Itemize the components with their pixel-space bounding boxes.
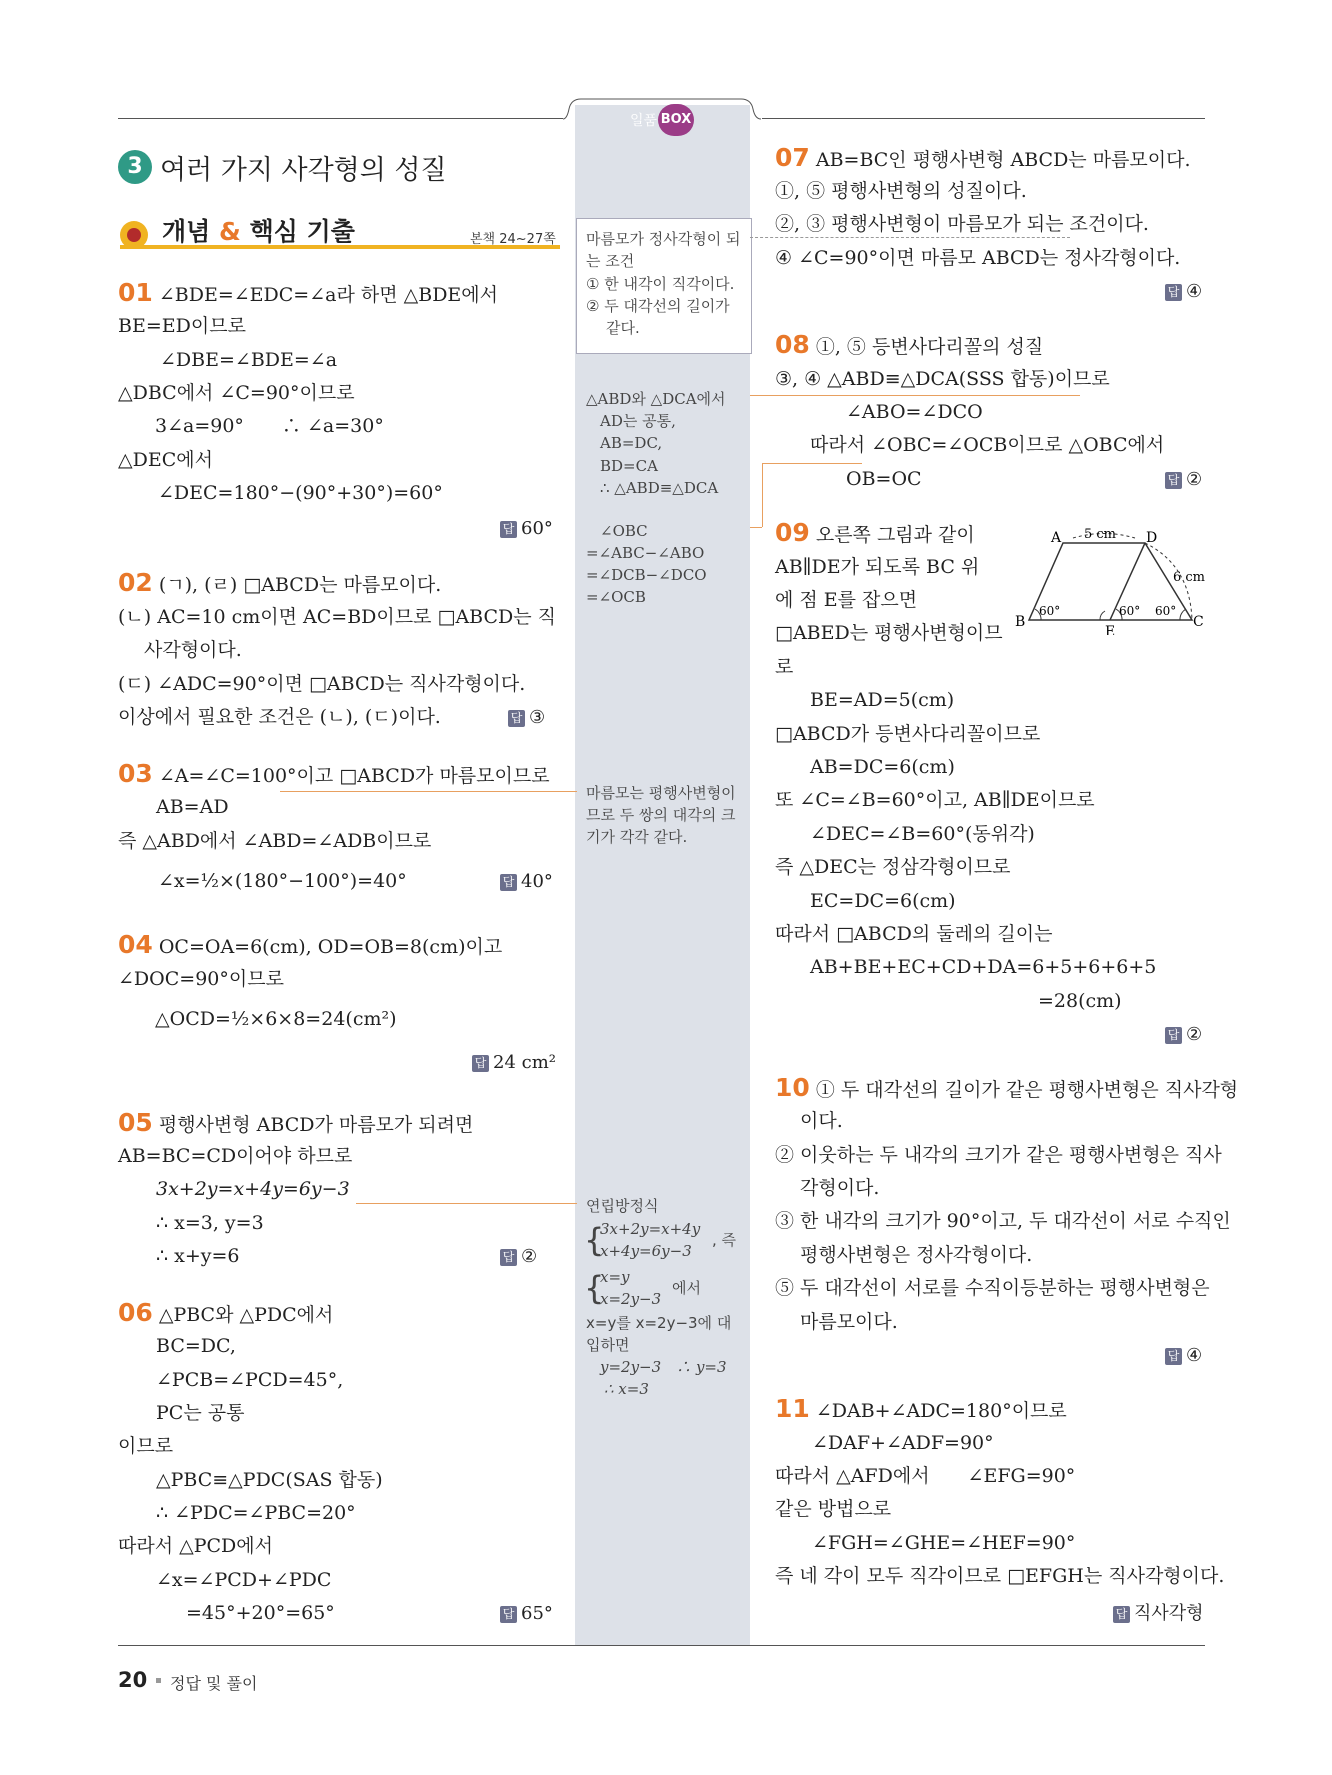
p05-line3: 3x+2y=x+4y=6y−3 xyxy=(156,1178,350,1200)
p10-line3: ② 이웃하는 두 내각의 크기가 같은 평행사변형은 직사 xyxy=(775,1144,1222,1166)
p09-line2: AB∥DE가 되도록 BC 위 xyxy=(775,556,980,578)
box-note-1-l2: 는 조건 xyxy=(586,252,635,270)
p09-line9: 또 ∠C=∠B=60°이고, AB∥DE이므로 xyxy=(775,789,1095,811)
p09-line15: =28(cm) xyxy=(1038,990,1122,1012)
box-note-2-l5: ∴ △ABD≡△DCA xyxy=(600,479,719,497)
box-header-label: 일품 xyxy=(630,113,658,129)
box-note-5-l11: ∴ x=3 xyxy=(604,1380,649,1398)
p05-line4: ∴ x=3, y=3 xyxy=(156,1212,264,1234)
box-header-badge: BOX xyxy=(658,104,694,136)
box-note-1-l5: 같다. xyxy=(606,319,640,337)
box-note-3-l1: ∠OBC xyxy=(600,522,648,540)
answer-11: 답 직사각형 xyxy=(1113,1599,1204,1625)
p08-line4: 따라서 ∠OBC=∠OCB이므로 △OBC에서 xyxy=(810,434,1165,456)
box-note-2-l2: AD는 공통, xyxy=(600,412,676,430)
p11-line6: 즉 네 각이 모두 직각이므로 □EFGH는 직사각형이다. xyxy=(775,1565,1225,1587)
fig-label-D: D xyxy=(1146,530,1158,546)
problem-11: 11 ∠DAB+∠ADC=180°이므로 xyxy=(775,1394,1067,1423)
box-note-5-l1: 연립방정식 xyxy=(586,1197,659,1215)
box-note-4-l1: 마름모는 평행사변형이 xyxy=(586,784,736,802)
box-note-2-l1: △ABD와 △DCA에서 xyxy=(586,390,726,408)
problem-01: 01 ∠BDE=∠EDC=∠a라 하면 △BDE에서 xyxy=(118,278,499,307)
fig-label-C: C xyxy=(1193,614,1204,630)
connector-03 xyxy=(280,791,577,792)
page-number: 20 xyxy=(118,1668,148,1692)
footer-dot xyxy=(156,1678,161,1683)
trapezoid-figure xyxy=(1015,525,1215,635)
top-rule-right xyxy=(762,118,1205,119)
box-note-1-l1: 마름모가 정사각형이 되 xyxy=(586,230,741,248)
box-note-2-l3: AB=DC, xyxy=(600,434,663,452)
fig-label-angle3: 60° xyxy=(1155,604,1177,618)
box-note-1-l4: ② 두 대각선의 길이가 xyxy=(586,297,730,315)
box-note-5-l9: 입하면 xyxy=(586,1336,630,1354)
problem-10: 10 ① 두 대각선의 길이가 같은 평행사변형은 직사각형 xyxy=(775,1073,1239,1102)
p07-line3: ②, ③ 평행사변형이 마름모가 되는 조건이다. xyxy=(775,213,1149,235)
fig-label-B: B xyxy=(1015,614,1026,630)
box-note-5-brace1: { xyxy=(584,1221,605,1259)
p09-line5: 로 xyxy=(775,656,794,678)
answer-05: 답 ② xyxy=(500,1246,537,1267)
footer-label: 정답 및 풀이 xyxy=(170,1674,258,1693)
box-note-3-l2: =∠ABC−∠ABO xyxy=(586,544,705,562)
p09-line10: ∠DEC=∠B=60°(동위각) xyxy=(810,823,1035,845)
p08-line3: ∠ABO=∠DCO xyxy=(846,401,983,423)
answer-08: 답 ② xyxy=(1165,469,1202,490)
box-note-3-l4: =∠OCB xyxy=(586,588,646,606)
fig-label-angle2: 60° xyxy=(1119,604,1141,618)
p03-line3: 즉 △ABD에서 ∠ABD=∠ADB이므로 xyxy=(118,830,432,852)
p09-line13: 따라서 □ABCD의 둘레의 길이는 xyxy=(775,923,1053,945)
box-note-3-l3: =∠DCB−∠DCO xyxy=(586,566,707,584)
fig-label-E: E xyxy=(1105,624,1116,635)
answer-02: 답 ③ xyxy=(508,707,545,728)
p11-line4: 같은 방법으로 xyxy=(775,1498,892,1520)
box-note-2-l4: BD=CA xyxy=(600,457,658,475)
p10-line8: 마름모이다. xyxy=(800,1311,898,1333)
problem-04: 04 OC=OA=6(cm), OD=OB=8(cm)이고 xyxy=(118,930,503,959)
p09-line7: □ABCD가 등변사다리꼴이므로 xyxy=(775,723,1041,745)
box-note-5-l8: x=y를 x=2y−3에 대 xyxy=(586,1314,732,1332)
box-note-5-l5: x=y xyxy=(600,1268,630,1286)
box-note-5-l2: 3x+2y=x+4y xyxy=(600,1220,701,1238)
connector-08b xyxy=(750,527,762,528)
p03-line4: ∠x=½×(180°−100°)=40° xyxy=(158,870,407,892)
p01-line2: BE=ED이므로 xyxy=(118,315,246,337)
p06-line8: 따라서 △PCD에서 xyxy=(118,1535,273,1557)
top-rule-left xyxy=(118,118,563,119)
connector-08a xyxy=(750,395,1080,396)
p11-line2: ∠DAF+∠ADF=90° xyxy=(812,1432,994,1454)
problem-02: 02 (ㄱ), (ㄹ) □ABCD는 마름모이다. xyxy=(118,568,442,597)
p06-line10: =45°+20°=65° xyxy=(186,1602,335,1624)
p04-line3: △OCD=½×6×8=24(cm²) xyxy=(155,1008,397,1030)
answer-04: 답 24 cm² xyxy=(472,1052,556,1073)
p02-line2: (ㄴ) AC=10 cm이면 AC=BD이므로 □ABCD는 직 xyxy=(118,606,557,628)
box-note-5-l4: , 즉 xyxy=(712,1231,737,1249)
subheading: 개념 & 핵심 기출 xyxy=(162,217,355,246)
answer-10: 답 ④ xyxy=(1165,1345,1202,1366)
answer-07: 답 ④ xyxy=(1165,281,1202,302)
p01-line4: △DBC에서 ∠C=90°이므로 xyxy=(118,382,355,404)
p09-line6: BE=AD=5(cm) xyxy=(810,689,955,711)
p10-line6: 평행사변형은 정사각형이다. xyxy=(800,1244,1033,1266)
connector-05 xyxy=(356,1203,577,1204)
connector-08d xyxy=(762,463,862,464)
p01-line5: 3∠a=90° ∴ ∠a=30° xyxy=(155,415,384,437)
p08-line5: OB=OC xyxy=(846,468,922,490)
p05-line5: ∴ x+y=6 xyxy=(156,1245,240,1267)
p09-line14: AB+BE+EC+CD+DA=6+5+6+6+5 xyxy=(810,956,1157,978)
problem-09: 09 오른쪽 그림과 같이 xyxy=(775,518,975,547)
p06-line4: PC는 공통 xyxy=(156,1402,245,1424)
p10-line5: ③ 한 내각의 크기가 90°이고, 두 대각선이 서로 수직인 xyxy=(775,1210,1231,1232)
box-note-4-l2: 므로 두 쌍의 대각의 크 xyxy=(586,806,736,824)
p02-line4: (ㄷ) ∠ADC=90°이면 □ABCD는 직사각형이다. xyxy=(118,673,526,695)
p06-line2: BC=DC, xyxy=(156,1335,236,1357)
problem-05: 05 평행사변형 ABCD가 마름모가 되려면 xyxy=(118,1108,474,1137)
p09-line8: AB=DC=6(cm) xyxy=(810,756,955,778)
p07-line2: ①, ⑤ 평행사변형의 성질이다. xyxy=(775,180,1027,202)
p02-line5: 이상에서 필요한 조건은 (ㄴ), (ㄷ)이다. xyxy=(118,706,441,728)
box-note-4-l3: 기가 각각 같다. xyxy=(586,828,688,846)
fig-label-side: 6 cm xyxy=(1173,570,1206,585)
p01-line6: △DEC에서 xyxy=(118,449,213,471)
p09-line4: □ABED는 평행사변형이므 xyxy=(775,622,1003,644)
box-note-5-l10: y=2y−3 ∴ y=3 xyxy=(600,1358,727,1376)
box-note-5-l6: x=2y−3 xyxy=(600,1290,662,1308)
section-title: 여러 가지 사각형의 성질 xyxy=(160,155,447,186)
p01-line7: ∠DEC=180°−(90°+30°)=60° xyxy=(158,482,443,504)
problem-08: 08 ①, ⑤ 등변사다리꼴의 성질 xyxy=(775,330,1044,359)
subheading-dot-inner xyxy=(127,228,141,242)
p02-line3: 사각형이다. xyxy=(144,639,242,661)
box-note-5-brace2: { xyxy=(584,1269,605,1307)
fig-label-top: 5 cm xyxy=(1084,527,1117,542)
box-note-1-connector xyxy=(750,237,1070,238)
p03-line2: AB=AD xyxy=(156,796,229,818)
p11-line3: 따라서 △AFD에서 ∠EFG=90° xyxy=(775,1465,1076,1487)
p10-line4: 각형이다. xyxy=(800,1177,880,1199)
problem-06: 06 △PBC와 △PDC에서 xyxy=(118,1298,334,1327)
answer-06: 답 65° xyxy=(500,1603,553,1624)
section-number: 3 xyxy=(118,150,152,184)
p06-line3: ∠PCB=∠PCD=45°, xyxy=(156,1369,344,1391)
p06-line9: ∠x=∠PCD+∠PDC xyxy=(156,1569,332,1591)
connector-08c xyxy=(762,463,763,527)
bottom-rule xyxy=(118,1645,1205,1646)
p07-line4: ④ ∠C=90°이면 마름모 ABCD는 정사각형이다. xyxy=(775,247,1181,269)
fig-label-A: A xyxy=(1051,530,1062,546)
answer-09: 답 ② xyxy=(1165,1024,1202,1045)
answer-01: 답 60° xyxy=(500,518,553,539)
p09-line12: EC=DC=6(cm) xyxy=(810,890,956,912)
p01-line3: ∠DBE=∠BDE=∠a xyxy=(160,349,338,371)
p10-line7: ⑤ 두 대각선이 서로를 수직이등분하는 평행사변형은 xyxy=(775,1277,1210,1299)
p09-line3: 에 점 E를 잡으면 xyxy=(775,589,918,611)
answer-03: 답 40° xyxy=(500,871,553,892)
box-note-1-l3: ① 한 내각이 직각이다. xyxy=(586,275,735,293)
p06-line6: △PBC≡△PDC(SAS 합동) xyxy=(156,1469,383,1491)
p10-line2: 이다. xyxy=(800,1110,843,1132)
p11-line5: ∠FGH=∠GHE=∠HEF=90° xyxy=(812,1532,1076,1554)
fig-label-angle1: 60° xyxy=(1039,604,1061,618)
p04-line2: ∠DOC=90°이므로 xyxy=(118,968,284,990)
box-note-5-l3: x+4y=6y−3 xyxy=(600,1242,692,1260)
book-reference: 본책 24~27쪽 xyxy=(470,232,556,247)
p06-line7: ∴ ∠PDC=∠PBC=20° xyxy=(156,1502,356,1524)
p09-line11: 즉 △DEC는 정삼각형이므로 xyxy=(775,856,1011,878)
box-note-5-l7: 에서 xyxy=(672,1279,701,1297)
p05-line2: AB=BC=CD이어야 하므로 xyxy=(118,1145,353,1167)
p08-line2: ③, ④ △ABD≡△DCA(SSS 합동)이므로 xyxy=(775,368,1110,390)
p06-line5: 이므로 xyxy=(118,1435,174,1457)
problem-07: 07 AB=BC인 평행사변형 ABCD는 마름모이다. xyxy=(775,143,1191,172)
problem-03: 03 ∠A=∠C=100°이고 □ABCD가 마름모이므로 xyxy=(118,759,550,788)
